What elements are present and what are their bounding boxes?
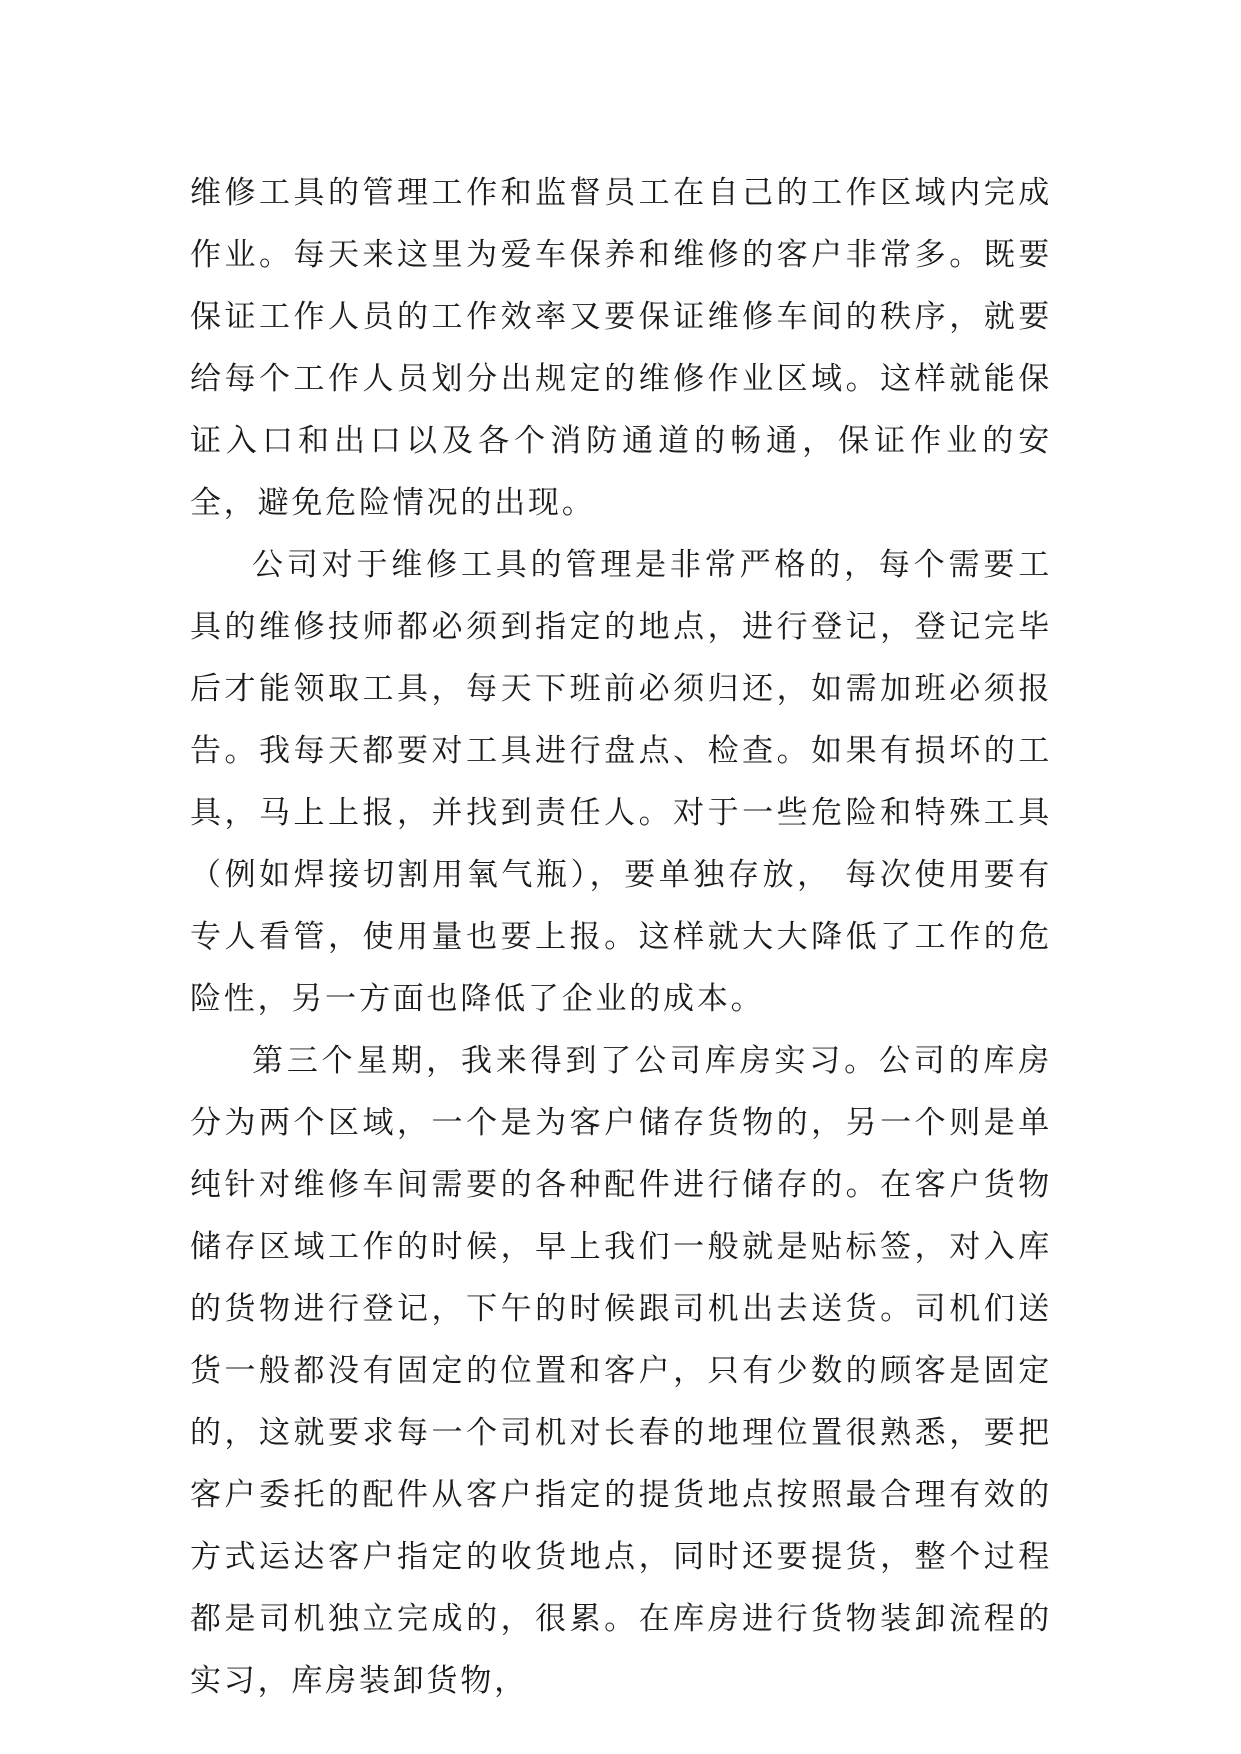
paragraph-3: 第三个星期，我来得到了公司库房实习。公司的库房分为两个区域，一个是为客户储存货物的，另一个则是单纯针对维修车间需要的各种配件进行储存的。在客户货物储存区域工作的时候，早上我们一般就是贴标签，对入库的货物进行登记，下午的时候跟司机出去送货。司机们送货一般都没有固定的位置和客户，只有少数的顾客是固定的，这就要求每一个司机对长春的地理位置很熟悉，要把客户委托的配件从客户指定的提货地点按照最合理有效的方式运达客户指定的收货地点，同时还要提货，整个过程都是司机独立完成的，很累。在库房进行货物装卸流程的实习，库房装卸货物， [190, 1043, 1052, 1699]
document-page [190, 162, 1052, 1712]
paragraph-2: 公司对于维修工具的管理是非常严格的，每个需要工具的维修技师都必须到指定的地点，进行登记，登记完毕后才能领取工具，每天下班前必须归还，如需加班必须报告。我每天都要对工具进行盘点、检查。如果有损坏的工具，马上上报，并找到责任人。对于一些危险和特殊工具（例如焊接切割用氧气瓶），要单独存放， 每次使用要有专人看管，使用量也要上报。这样就大大降低了工作的危险性，另一方面也降低了企业的成本。 [190, 547, 1052, 1017]
paragraph-1: 维修工具的管理工作和监督员工在自己的工作区域内完成作业。每天来这里为爱车保养和维修的客户非常多。既要保证工作人员的工作效率又要保证维修车间的秩序，就要给每个工作人员划分出规定的维修作业区域。这样就能保证入口和出口以及各个消防通道的畅通，保证作业的安全，避免危险情况的出现。 [190, 175, 1052, 521]
